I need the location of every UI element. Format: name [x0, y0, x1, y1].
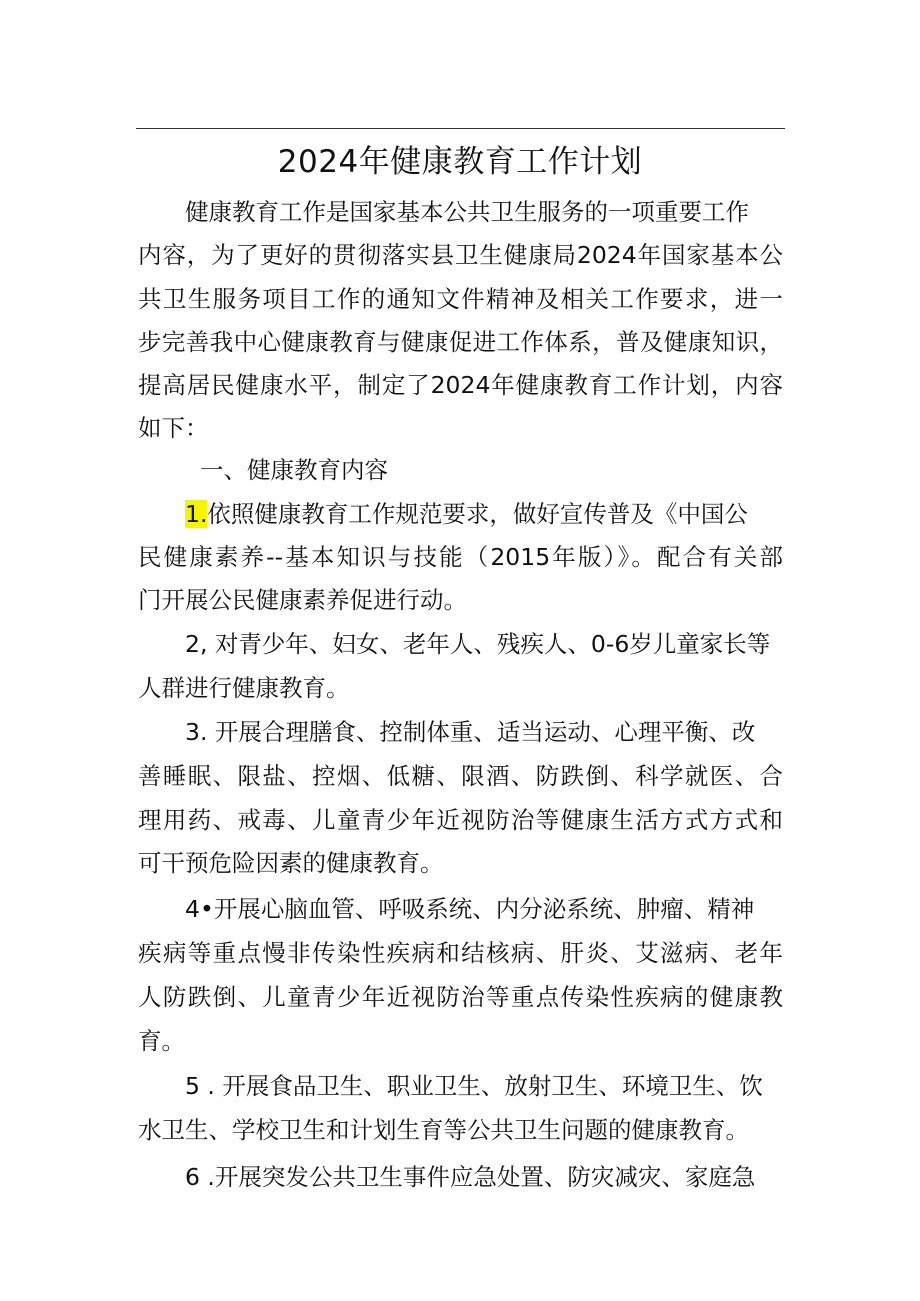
document-title: 2024年健康教育工作计划 — [277, 144, 643, 180]
item-1-line-3: 门开展公民健康素养促进行动。 — [138, 586, 467, 614]
item-3-line-4: 可干预危险因素的健康教育。 — [138, 849, 444, 877]
intro-line-3: 共卫生服务项目工作的通知文件精神及相关工作要求，进一 — [138, 285, 783, 313]
intro-line-6: 如下： — [138, 414, 209, 442]
item-3-line-2: 善睡眠、限盐、控烟、低糖、限酒、防跌倒、科学就医、合 — [138, 762, 783, 790]
item-2-line-2: 人群进行健康教育。 — [138, 674, 350, 702]
item-3-line-1: 3. 开展合理膳食、控制体重、适当运动、心理平衡、改 — [185, 718, 756, 746]
item-4-line-1: 4•开展心脑血管、呼吸系统、内分泌系统、肿瘤、精神 — [185, 895, 755, 923]
item-5-line-1: 5 . 开展食品卫生、职业卫生、放射卫生、环境卫生、饮 — [185, 1072, 763, 1100]
item-1-number-highlight: 1. — [185, 500, 208, 528]
intro-line-1: 健康教育工作是国家基本公共卫生服务的一项重要工作 — [185, 198, 749, 226]
item-4-line-3: 人防跌倒、儿童青少年近视防治等重点传染性疾病的健康教 — [138, 983, 783, 1011]
item-5-line-2: 水卫生、学校卫生和计划生育等公共卫生问题的健康教育。 — [138, 1116, 749, 1144]
section-heading: 一、健康教育内容 — [200, 456, 388, 484]
item-1-line-1 — [185, 499, 748, 529]
intro-line-4: 步完善我中心健康教育与健康促进工作体系，普及健康知识， — [138, 328, 783, 356]
intro-line-2: 内容，为了更好的贯彻落实县卫生健康局2024年国家基本公 — [138, 241, 783, 269]
item-6-line-1: 6 .开展突发公共卫生事件应急处置、防灾减灾、家庭急 — [185, 1163, 756, 1191]
item-4-line-2: 疾病等重点慢非传染性疾病和结核病、肝炎、艾滋病、老年 — [138, 939, 783, 967]
item-4-line-4: 育。 — [138, 1027, 185, 1055]
item-3-line-3: 理用药、戒毒、儿童青少年近视防治等健康生活方式方式和 — [138, 806, 783, 834]
item-1-line-2: 民健康素养--基本知识与技能（2015年版）》。配合有关部 — [138, 543, 783, 571]
item-2-line-1: 2, 对青少年、妇女、老年人、残疾人、0-6岁儿童家长等 — [185, 630, 771, 658]
item-1-text: 依照健康教育工作规范要求，做好宣传普及《中国公 — [207, 500, 748, 528]
intro-line-5: 提高居民健康水平，制定了2024年健康教育工作计划，内容 — [138, 371, 783, 399]
header-rule — [136, 128, 785, 129]
